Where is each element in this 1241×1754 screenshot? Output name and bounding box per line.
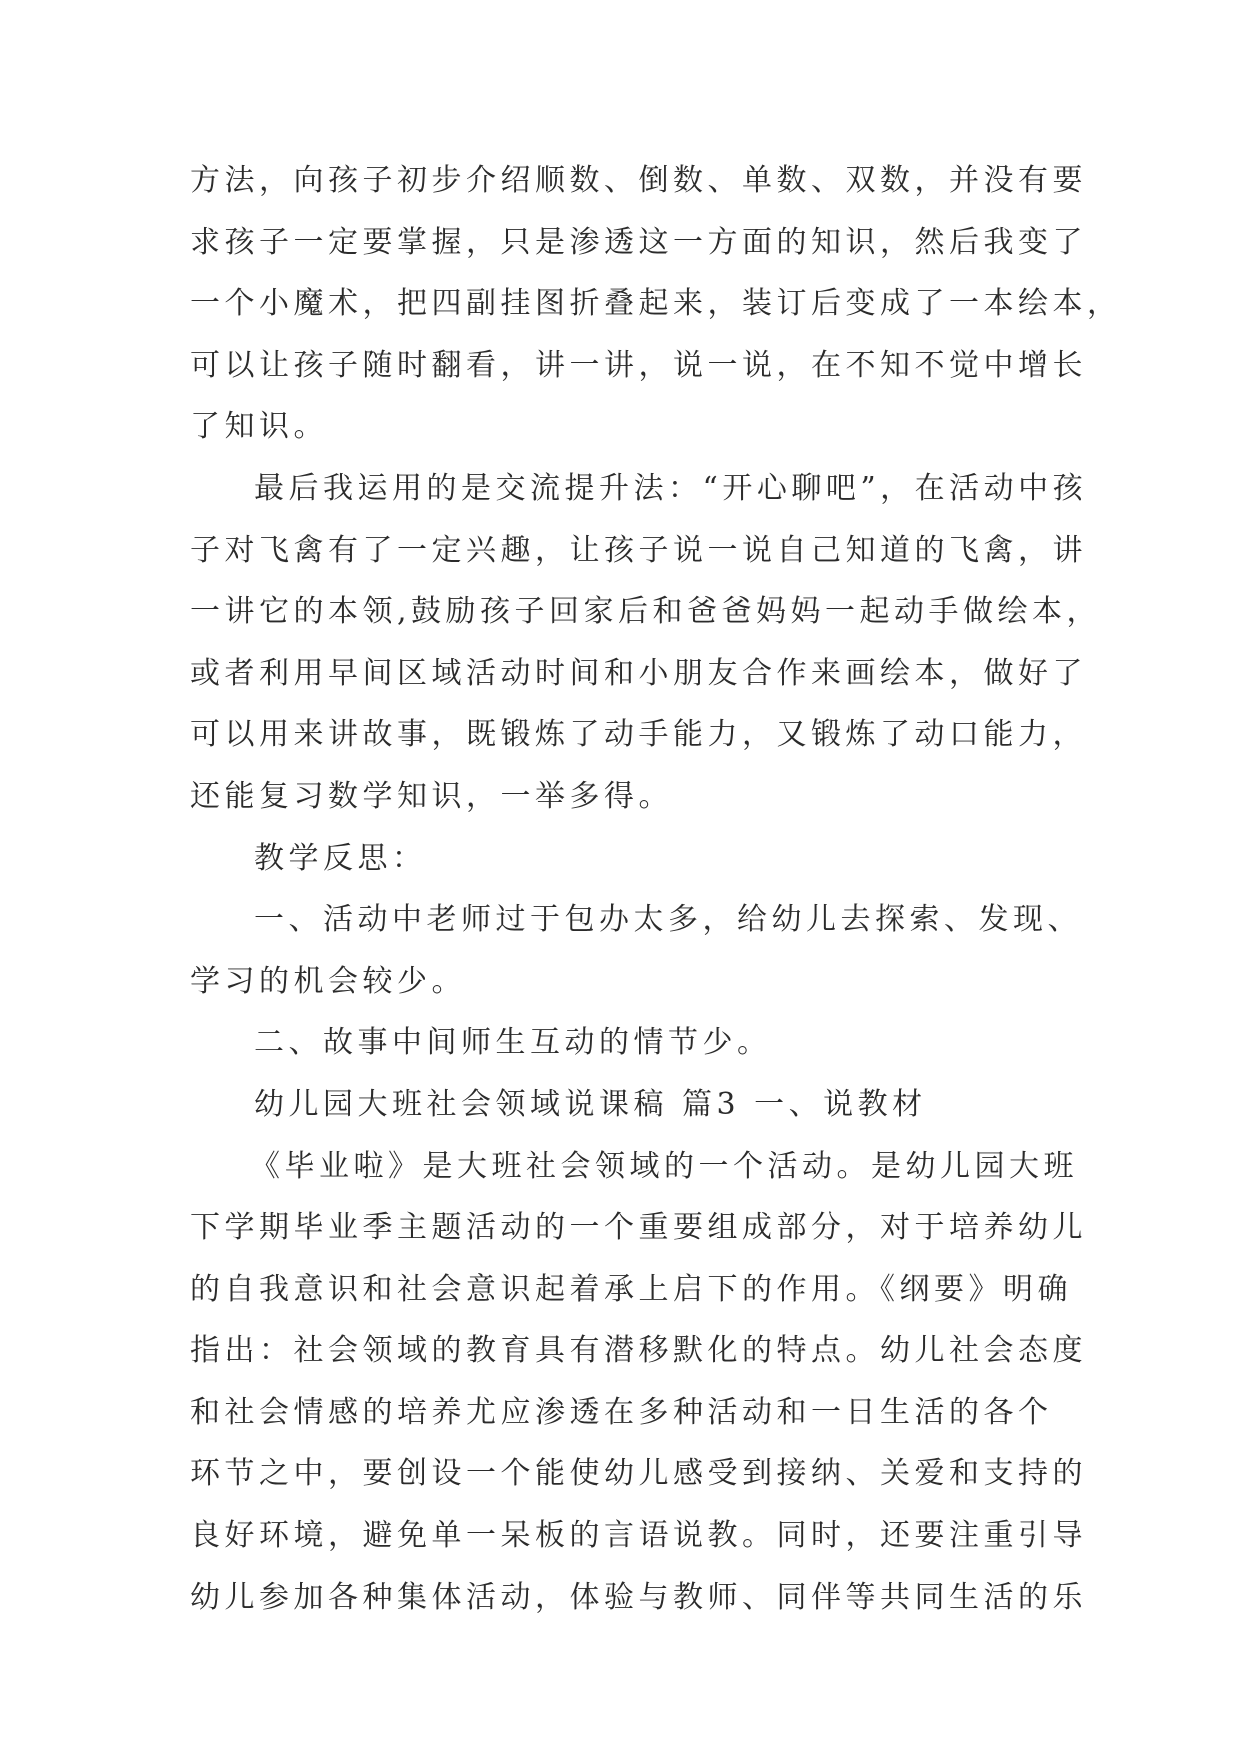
text-line: 一个小魔术，把四副挂图折叠起来，装订后变成了一本绘本， xyxy=(190,286,1122,322)
text-line: 或者利用早间区域活动时间和小朋友合作来画绘本，做好了 xyxy=(190,655,1087,691)
document-body xyxy=(190,155,1122,1633)
text-line: 下学期毕业季主题活动的一个重要组成部分，对于培养幼儿 xyxy=(190,1210,1087,1246)
text-line: 了知识。 xyxy=(190,409,328,445)
text-line: 学习的机会较少。 xyxy=(190,963,466,999)
text-line: 环节之中，要创设一个能使幼儿感受到接纳、关爱和支持的 xyxy=(190,1456,1087,1492)
text-line: 可以让孩子随时翻看，讲一讲，说一说，在不知不觉中增长 xyxy=(190,347,1087,383)
text-line: 和社会情感的培养尤应渗透在多种活动和一日生活的各个 xyxy=(190,1394,1053,1430)
text-line: 一讲它的本领,鼓励孩子回家后和爸爸妈妈一起动手做绘本， xyxy=(190,594,1102,630)
list-item-line: 二、故事中间师生互动的情节少。 xyxy=(254,1025,772,1061)
section-title: 幼儿园大班社会领域说课稿 篇3 一、说教材 xyxy=(254,1086,927,1122)
paragraph-start-line: 《毕业啦》是大班社会领域的一个活动。是幼儿园大班 xyxy=(250,1148,1078,1184)
text-line: 幼儿参加各种集体活动，体验与教师、同伴等共同生活的乐 xyxy=(190,1579,1087,1615)
text-line: 求孩子一定要掌握，只是渗透这一方面的知识，然后我变了 xyxy=(190,224,1087,260)
text-line: 可以用来讲故事，既锻炼了动手能力，又锻炼了动口能力， xyxy=(190,717,1087,753)
text-line: 方法，向孩子初步介绍顺数、倒数、单数、双数，并没有要 xyxy=(190,163,1087,198)
text-line: 还能复习数学知识，一举多得。 xyxy=(190,778,673,814)
paragraph-start-line: 最后我运用的是交流提升法：“开心聊吧”，在活动中孩 xyxy=(254,470,1088,506)
text-line: 良好环境，避免单一呆板的言语说教。同时，还要注重引导 xyxy=(190,1518,1087,1554)
list-item-line: 一、活动中老师过于包办太多，给幼儿去探索、发现、 xyxy=(254,902,1082,938)
text-line: 的自我意识和社会意识起着承上启下的作用。《纲要》明确 xyxy=(190,1271,1072,1307)
section-heading: 教学反思： xyxy=(254,840,427,876)
text-line: 指出：社会领域的教育具有潜移默化的特点。幼儿社会态度 xyxy=(190,1333,1087,1369)
text-line: 子对飞禽有了一定兴趣，让孩子说一说自己知道的飞禽，讲 xyxy=(190,532,1087,568)
